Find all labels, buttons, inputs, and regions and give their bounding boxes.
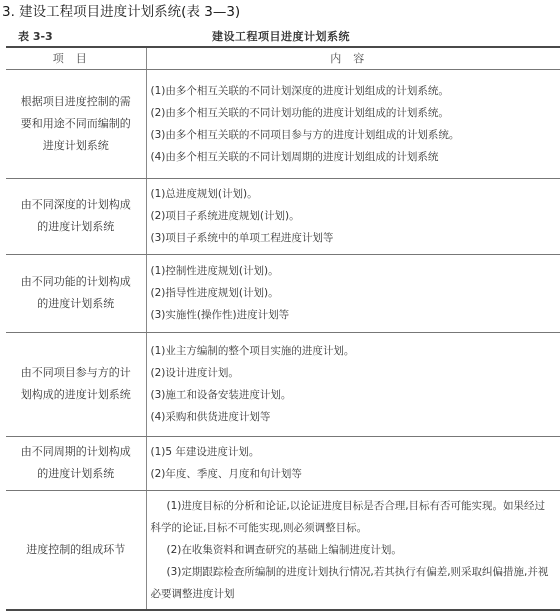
list-item: (3)由多个相互关联的不同项目参与方的进度计划组成的计划系统。 — [150, 128, 460, 141]
table-row — [6, 436, 560, 490]
schedule-system-table — [6, 46, 560, 611]
list-item: (2)在收集资料和调查研究的基础上编制进度计划。 — [166, 543, 402, 556]
row-content — [146, 332, 560, 436]
list-item: (3)施工和设备安装进度计划。 — [150, 389, 292, 401]
list-item: (1)业主方编制的整个项目实施的进度计划。 — [150, 345, 355, 357]
list-item: (2)项目子系统进度规划(计划)。 — [150, 210, 300, 222]
list-item: (2)指导性进度规划(计划)。 — [150, 287, 279, 299]
table-row — [6, 254, 560, 332]
table-row — [6, 332, 560, 436]
table-row — [6, 178, 560, 254]
row-content — [146, 178, 560, 254]
list-item: (3)项目子系统中的单项工程进度计划等 — [150, 232, 334, 244]
list-item: (1)5 年建设进度计划。 — [150, 446, 260, 458]
list-item: (1)总进度规划(计划)。 — [150, 188, 258, 200]
list-item: (2)设计进度计划。 — [150, 367, 239, 379]
row-category: 由不同周期的计划构成的进度计划系统 — [6, 436, 146, 490]
header-item: 项目 — [6, 47, 146, 69]
list-item: (3)定期跟踪检查所编制的进度计划执行情况,若其执行有偏差,则采取纠偏措施,并视必要调整进度计划 — [150, 565, 549, 600]
table-header-row — [6, 47, 560, 69]
table-row — [6, 490, 560, 610]
list-item: (1)控制性进度规划(计划)。 — [150, 265, 279, 277]
list-item: (4)由多个相互关联的不同计划周期的进度计划组成的计划系统 — [150, 150, 439, 163]
table-title: 建设工程项目进度计划系统 — [212, 30, 350, 43]
list-item: (2)由多个相互关联的不同计划功能的进度计划组成的计划系统。 — [150, 106, 449, 119]
row-content — [146, 69, 560, 178]
list-item: (1)由多个相互关联的不同计划深度的进度计划组成的计划系统。 — [150, 84, 449, 97]
row-category: 由不同功能的计划构成的进度计划系统 — [6, 254, 146, 332]
list-item: (2)年度、季度、月度和旬计划等 — [150, 468, 302, 480]
row-category: 由不同项目参与方的计划构成的进度计划系统 — [6, 332, 146, 436]
row-content — [146, 490, 560, 610]
row-category: 进度控制的组成环节 — [6, 490, 146, 610]
list-item: (4)采购和供货进度计划等 — [150, 411, 271, 423]
list-item: (3)实施性(操作性)进度计划等 — [150, 309, 290, 321]
table-row — [6, 69, 560, 178]
header-content: 内容 — [146, 47, 560, 69]
row-category: 根据项目进度控制的需要和用途不同而编制的进度计划系统 — [6, 69, 146, 178]
row-category: 由不同深度的计划构成的进度计划系统 — [6, 178, 146, 254]
section-heading: 3. 建设工程项目进度计划系统(表 3—3) — [2, 4, 241, 20]
table-number: 表 3-3 — [18, 30, 53, 43]
list-item: (1)进度目标的分析和论证,以论证进度目标是否合理,目标有否可能实现。如果经过科学的论证,目标不可能实现,则必须调整目标。 — [150, 499, 546, 534]
row-content — [146, 436, 560, 490]
row-content — [146, 254, 560, 332]
